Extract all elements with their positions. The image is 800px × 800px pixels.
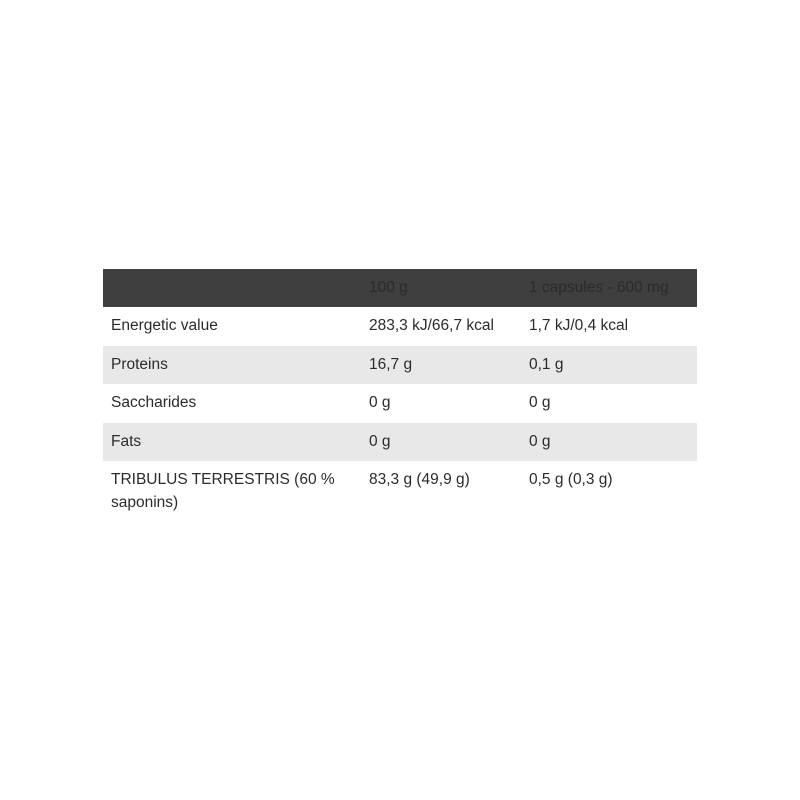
- header-cell-per-100g: 100 g: [369, 279, 408, 296]
- row-label-saccharides: Saccharides: [111, 394, 197, 412]
- row-label-energetic-value: Energetic value: [111, 317, 218, 335]
- nutrition-table: [103, 269, 697, 522]
- row-value-per-100g: 0 g: [369, 432, 391, 450]
- row-value-per-serving: 0,1 g: [529, 355, 564, 373]
- row-value-per-serving: 1,7 kJ/0,4 kcal: [529, 317, 629, 335]
- row-label-fats: Fats: [111, 432, 142, 450]
- table-body: [103, 307, 697, 522]
- table-header: [103, 269, 697, 307]
- header-cell-nutrient: [103, 269, 361, 307]
- table-row: [103, 346, 697, 384]
- row-value-per-serving: 0 g: [529, 394, 551, 412]
- row-label-proteins: Proteins: [111, 355, 168, 373]
- table-row: [103, 423, 697, 461]
- row-value-per-100g: 0 g: [369, 394, 391, 412]
- row-label-tribulus-terrestris: TRIBULUS TERRESTRIS (60 % saponins): [111, 471, 335, 511]
- table-header-row: [103, 269, 697, 307]
- row-value-per-serving: 0,5 g (0,3 g): [529, 471, 613, 489]
- table-row: [103, 384, 697, 422]
- table-row: [103, 307, 697, 345]
- header-cell-per-serving: 1 capsules - 600 mg: [529, 279, 669, 296]
- row-value-per-100g: 16,7 g: [369, 355, 413, 373]
- row-value-per-serving: 0 g: [529, 432, 551, 450]
- table-row: [103, 461, 697, 522]
- row-value-per-100g: 283,3 kJ/66,7 kcal: [369, 317, 494, 335]
- row-value-per-100g: 83,3 g (49,9 g): [369, 471, 470, 489]
